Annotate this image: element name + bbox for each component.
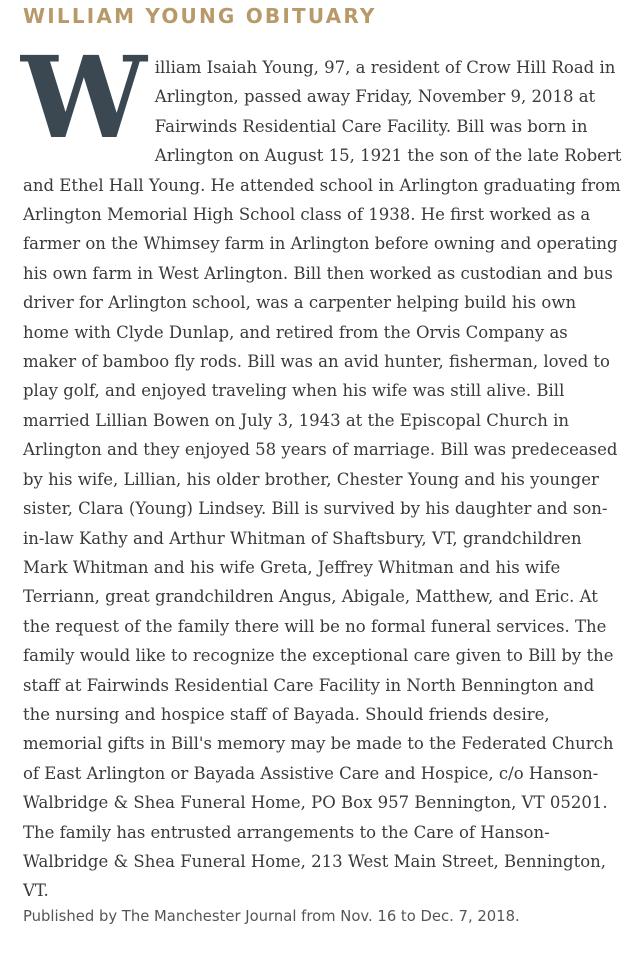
drop-cap-letter: W <box>21 33 147 164</box>
obituary-title: WILLIAM YOUNG OBITUARY <box>23 4 377 28</box>
published-note: Published by The Manchester Journal from Nov. 16 to Dec. 7, 2018. <box>23 907 520 925</box>
obituary-article <box>23 0 623 928</box>
obituary-body <box>21 33 623 906</box>
obituary-body-text: illiam Isaiah Young, 97, a resident of Crow Hill Road in Arlington, passed away Friday, November 9, 2018 at Fairwinds Residential Care Facility. Bill was born in Arlington on August 15, 1921 the son of the late Robert and Ethel Hall Young. He attended school in Arlington graduating from Arlington Memorial High School class of 1938. He first worked as a farmer on the Whimsey farm in Arlington before owning and operating his own farm in West Arlington. Bill then worked as custodian and bus driver for Arlington school, was a carpenter helping build his own home with Clyde Dunlap, and retired from the Orvis Company as maker of bamboo fly rods. Bill was an avid hunter, fisherman, loved to play golf, and enjoyed traveling when his wife was still alive. Bill married Lillian Bowen on July 3, 1943 at the Episcopal Church in Arlington and they enjoyed 58 years of marriage. Bill was predeceased by his wife, Lillian, his older brother, Chester Young and his younger sister, Clara (Young) Lindsey. Bill is survived by his daughter and son-in-law Kathy and Arthur Whitman of Shaftsbury, VT, grandchildren Mark Whitman and his wife Greta, Jeffrey Whitman and his wife Terriann, great grandchildren Angus, Abigale, Matthew, and Eric. At the request of the family there will be no formal funeral services. The family would like to recognize the exceptional care given to Bill by the staff at Fairwinds Residential Care Facility in North Bennington and the nursing and hospice staff of Bayada. Should friends desire, memorial gifts in Bill's memory may be made to the Federated Church of East Arlington or Bayada Assistive Care and Hospice, c/o Hanson-Walbridge & Shea Funeral Home, PO Box 957 Bennington, VT 05201. The family has entrusted arrangements to the Care of Hanson-Walbridge & Shea Funeral Home, 213 West Main Street, Bennington, VT. <box>23 58 622 901</box>
